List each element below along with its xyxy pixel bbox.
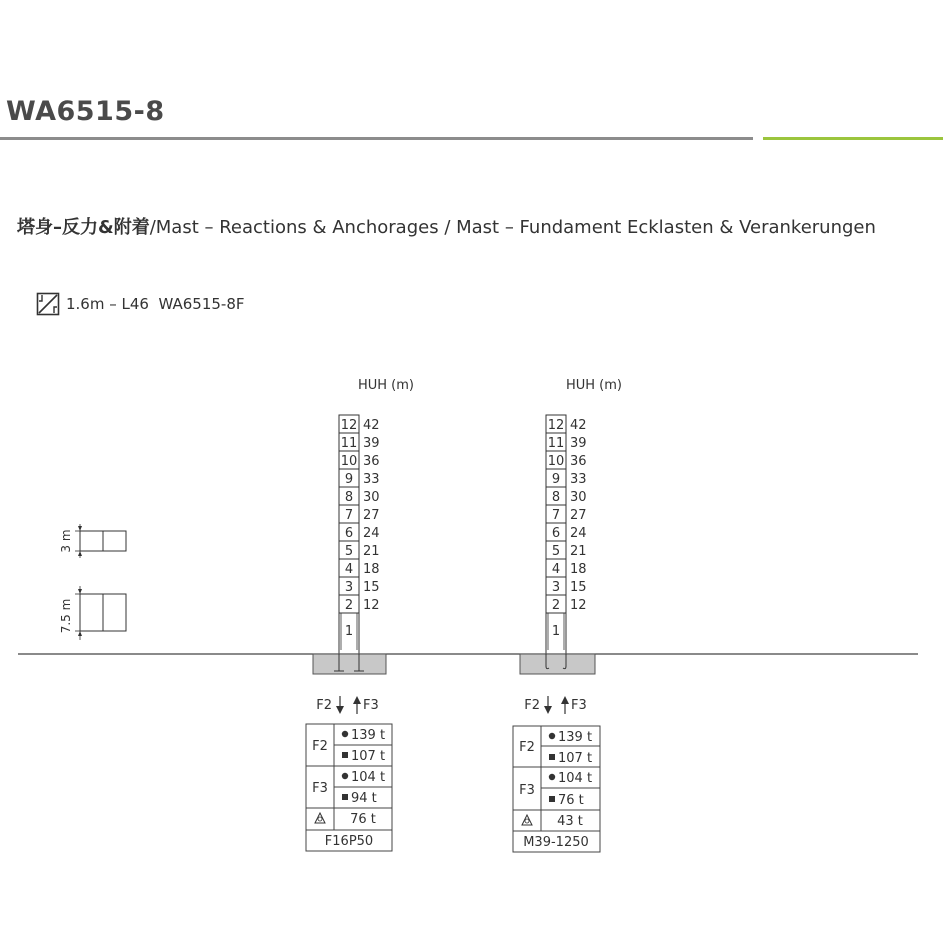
section-height: 12: [570, 598, 587, 613]
section-number: 12: [340, 418, 358, 433]
section-height: 36: [363, 454, 380, 469]
section-number: 10: [547, 454, 565, 469]
f2-square-value: 107 t: [351, 749, 386, 764]
ballast-weight-icon: [522, 815, 532, 825]
circle-bullet-icon: [342, 731, 348, 737]
mast-sections: [546, 415, 587, 613]
section-number: 4: [551, 562, 561, 577]
legend-base-label: 7.5 m: [59, 598, 73, 634]
section-height: 24: [363, 526, 380, 541]
section-number: 5: [344, 544, 354, 559]
arrow-up-icon: [353, 696, 361, 704]
section-height: 42: [363, 418, 380, 433]
section-number: 2: [551, 598, 561, 613]
force-f3-label: F3: [571, 698, 587, 713]
section-height: 15: [570, 580, 587, 595]
mast-2: [513, 378, 622, 852]
section-height: 39: [570, 436, 587, 451]
config-text: 1.6m – L46 WA6515-8F: [66, 295, 245, 313]
f3-circle-value: 104 t: [351, 770, 386, 785]
force-f2-label: F2: [316, 698, 332, 713]
section-height: 24: [570, 526, 587, 541]
heading-cn: 塔身–反力&附着: [17, 217, 150, 238]
base-section-number: 1: [551, 624, 561, 639]
force-f2-label: F2: [524, 698, 540, 713]
square-bullet-icon: [342, 752, 348, 758]
foundation-type: M39-1250: [523, 835, 589, 850]
reaction-table: [306, 724, 392, 851]
section-height: 27: [570, 508, 587, 523]
section-number: 2: [344, 598, 354, 613]
section-height: 21: [363, 544, 380, 559]
section-number: 9: [551, 472, 561, 487]
force-arrows: [524, 696, 587, 714]
section-height: 36: [570, 454, 587, 469]
f2-circle-value: 139 t: [351, 728, 386, 743]
section-number: 3: [551, 580, 561, 595]
section-height: 33: [570, 472, 587, 487]
circle-bullet-icon: [342, 773, 348, 779]
circle-bullet-icon: [549, 733, 555, 739]
section-number: 12: [547, 418, 565, 433]
section-height: 18: [363, 562, 380, 577]
legend-top-label: 3 m: [59, 529, 73, 553]
arrow-down-icon: [336, 706, 344, 714]
table-f2-label: F2: [519, 740, 535, 755]
f3-circle-value: 104 t: [558, 771, 593, 786]
section-height: 18: [570, 562, 587, 577]
section-height: 12: [363, 598, 380, 613]
f2-circle-value: 139 t: [558, 730, 593, 745]
section-height: 15: [363, 580, 380, 595]
f3-square-value: 76 t: [558, 793, 584, 808]
section-height: 21: [570, 544, 587, 559]
section-number: 10: [340, 454, 358, 469]
section-number: 6: [344, 526, 354, 541]
force-arrows: [316, 696, 379, 714]
section-height: 27: [363, 508, 380, 523]
section-height: 42: [570, 418, 587, 433]
base-section-number: 1: [344, 624, 354, 639]
model-title: WA6515-8: [6, 96, 165, 127]
section-height: 33: [363, 472, 380, 487]
huh-label: HUH (m): [565, 378, 623, 393]
section-height: 30: [570, 490, 587, 505]
foundation-block: [313, 654, 386, 674]
table-f2-label: F2: [312, 739, 328, 754]
reaction-table: [513, 726, 600, 852]
square-bullet-icon: [549, 754, 555, 760]
foundation-type: F16P50: [324, 834, 374, 849]
circle-bullet-icon: [549, 774, 555, 780]
heading-en: /Mast – Reactions & Anchorages / Mast – Fundament Ecklasten & Verankerungen: [149, 217, 876, 238]
square-bullet-icon: [342, 794, 348, 800]
section-number: 6: [551, 526, 561, 541]
section-number: 9: [344, 472, 354, 487]
huh-label: HUH (m): [357, 378, 415, 393]
mast-1: [306, 378, 414, 851]
force-f3-label: F3: [363, 698, 379, 713]
mast-sections: [339, 415, 380, 613]
section-number: 8: [551, 490, 561, 505]
arrow-down-icon: [544, 706, 552, 714]
section-number: 5: [551, 544, 561, 559]
section-height: 30: [363, 490, 380, 505]
section-number: 8: [344, 490, 354, 505]
section-height: 39: [363, 436, 380, 451]
section-number: 7: [344, 508, 354, 523]
ballast-weight-icon: [315, 813, 325, 823]
arrow-up-icon: [561, 696, 569, 704]
section-number: 11: [547, 436, 565, 451]
f3-square-value: 94 t: [351, 791, 377, 806]
foundation-block: [520, 654, 595, 674]
table-f3-label: F3: [519, 783, 535, 798]
weight-value: 43 t: [557, 814, 583, 829]
table-f3-label: F3: [312, 781, 328, 796]
section-number: 3: [344, 580, 354, 595]
legend-top-section: [59, 524, 126, 558]
f2-square-value: 107 t: [558, 751, 593, 766]
section-number: 11: [340, 436, 358, 451]
section-number: 7: [551, 508, 561, 523]
section-number: 4: [344, 562, 354, 577]
weight-value: 76 t: [350, 812, 376, 827]
legend-base-section: [59, 586, 126, 640]
square-bullet-icon: [549, 796, 555, 802]
